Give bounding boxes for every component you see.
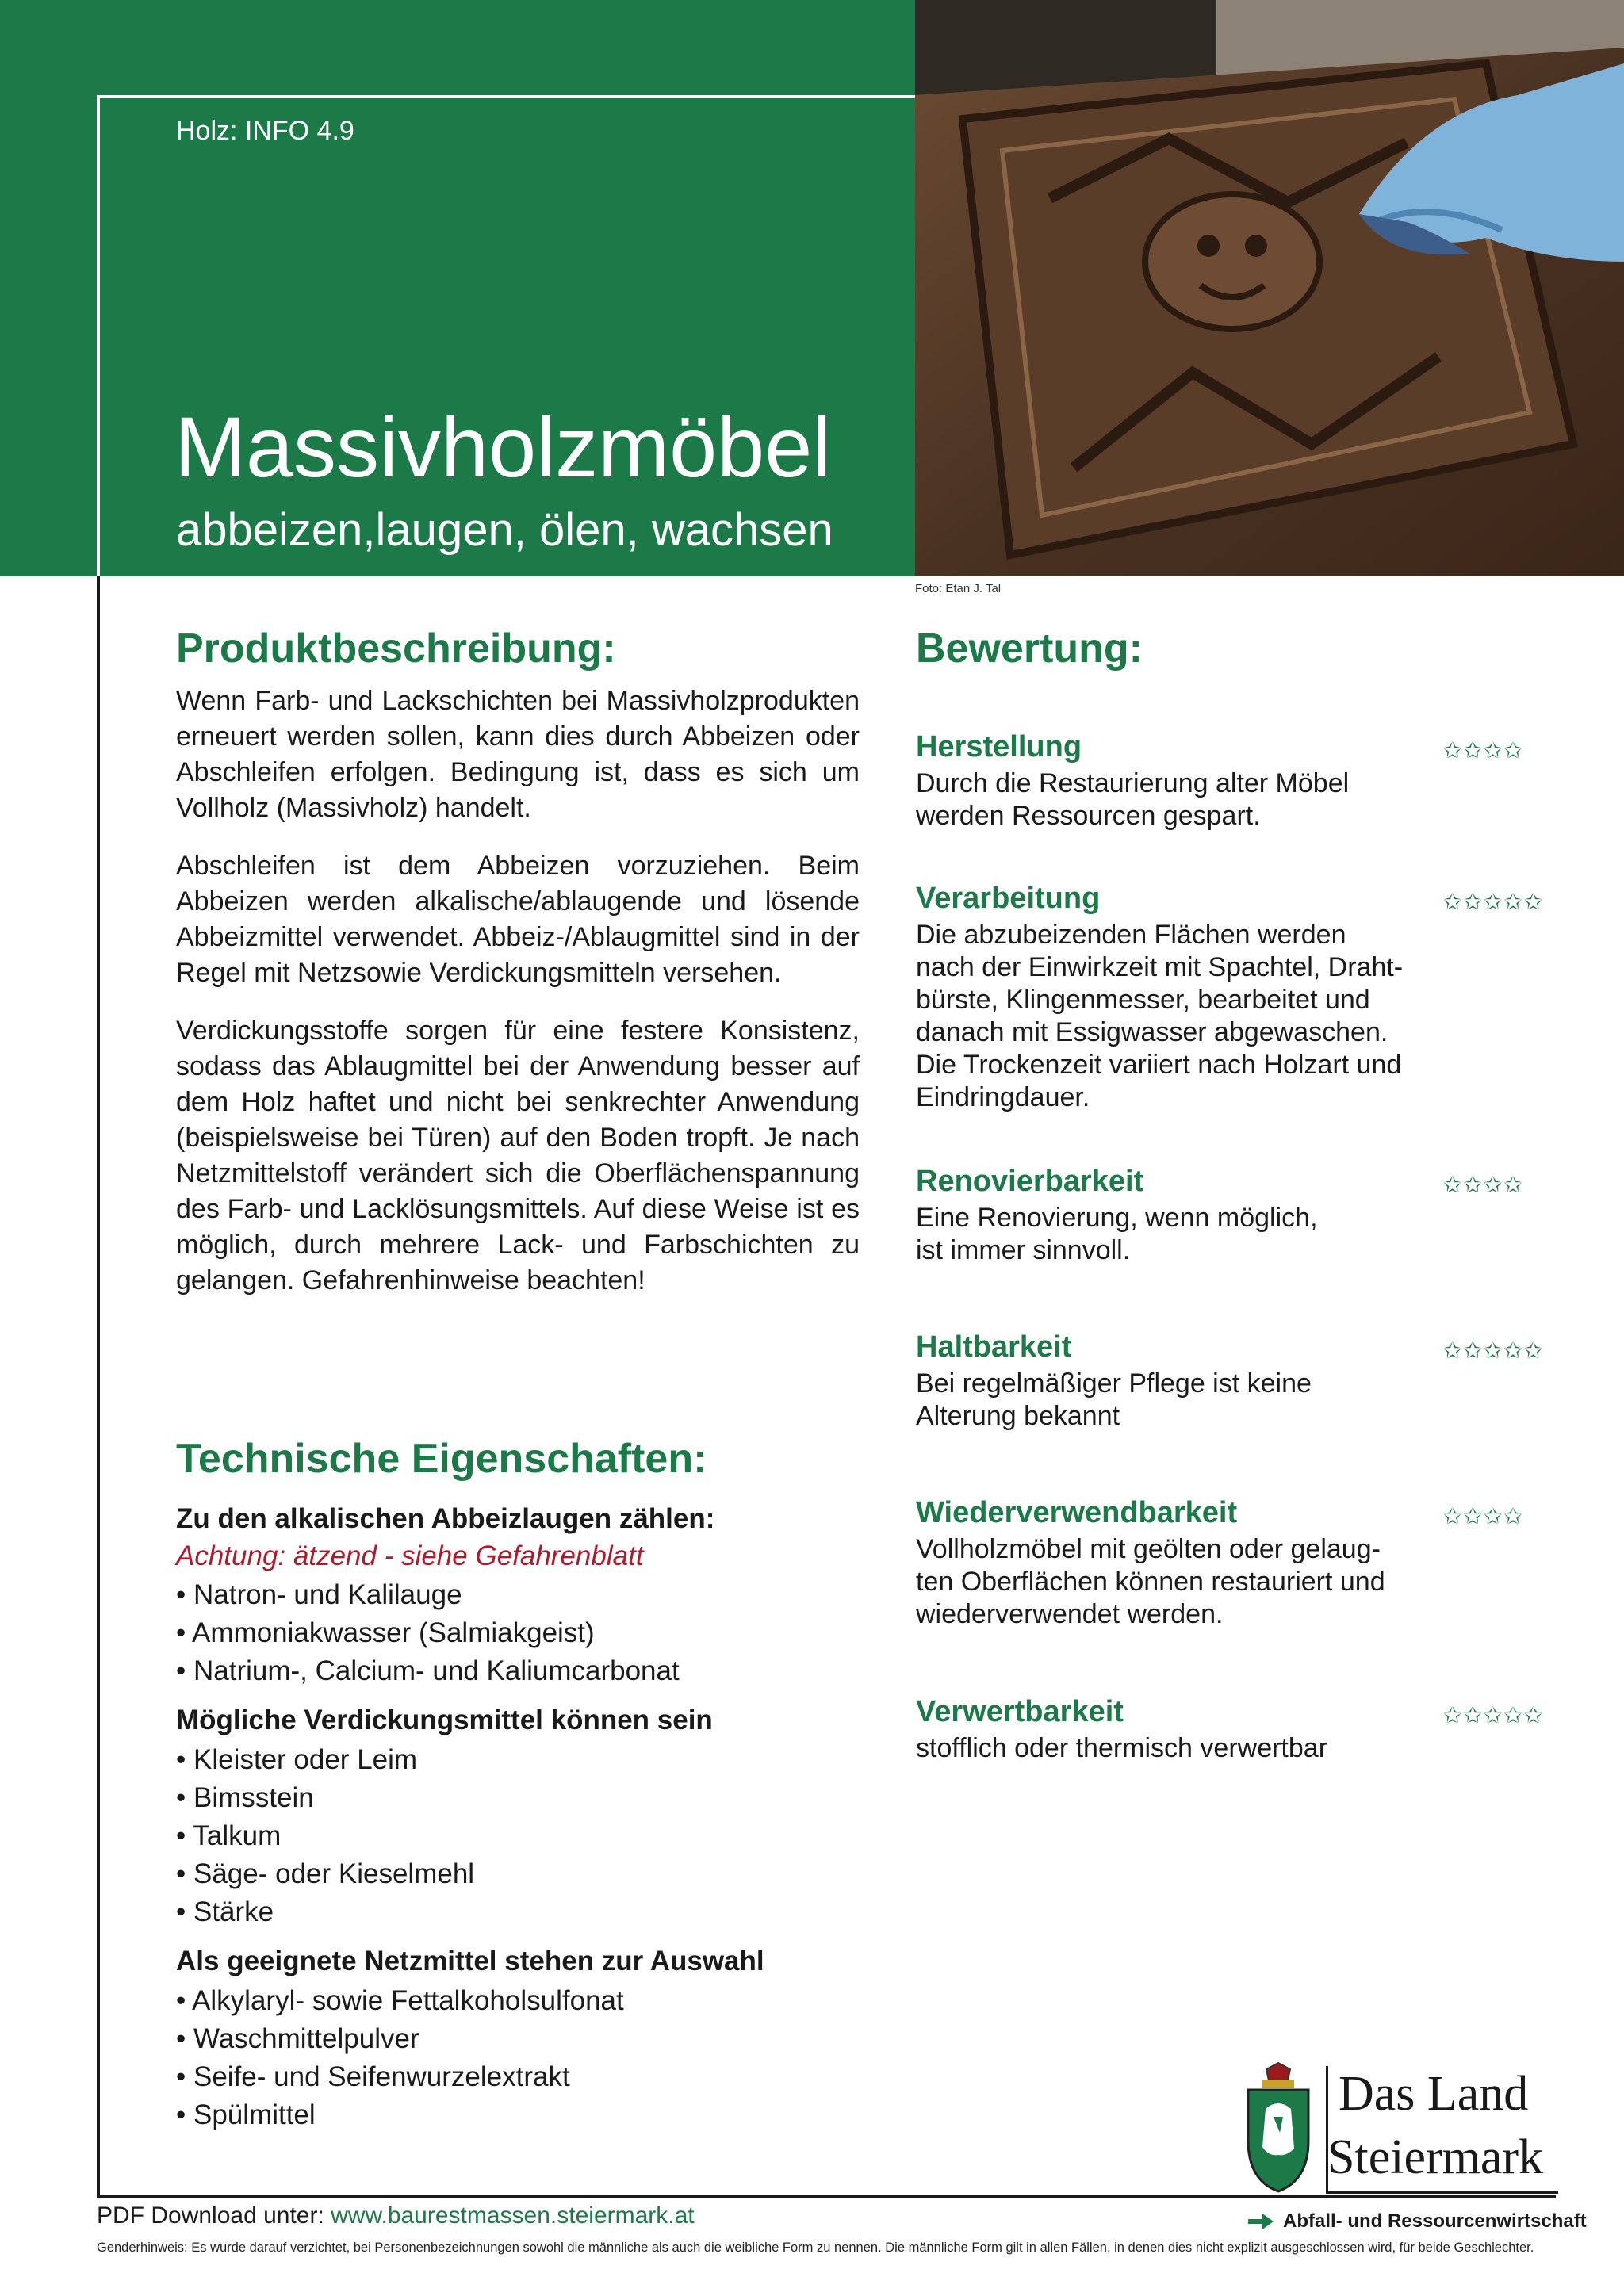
frame-line-left xyxy=(97,576,100,2198)
rating-text: Durch die Restaurierung alter Möbel werden Ressourcen gespart. xyxy=(916,768,1350,831)
list-item: • Seife- und Seifenwurzelextrakt xyxy=(176,2058,624,2096)
rating-text: Vollholzmöbel mit geölten oder gelaug- ten Oberflächen können restauriert und wiederverwendet werden. xyxy=(916,1534,1385,1629)
department-label xyxy=(1247,2210,1587,2233)
wetting-agent-list xyxy=(176,1982,624,2134)
download-prefix: PDF Download unter: xyxy=(97,2202,331,2229)
list-item: • Waschmittelpulver xyxy=(176,2020,624,2058)
wood-carving-photo xyxy=(915,0,1624,576)
rating-verwertbarkeit xyxy=(916,1694,1550,1765)
thickener-list xyxy=(176,1741,474,1931)
rating-title: Verarbeitung xyxy=(916,882,1101,915)
frame-line-left-upper xyxy=(97,95,100,576)
page-subtitle: abbeizen,laugen, ölen, wachsen xyxy=(176,504,833,556)
rating-title: Herstellung xyxy=(916,730,1082,763)
list-item: • Spülmittel xyxy=(176,2096,624,2134)
list-item: • Säge- oder Kieselmehl xyxy=(176,1855,474,1893)
rating-title: Verwertbarkeit xyxy=(916,1695,1124,1728)
rating-wiederverwendbarkeit xyxy=(916,1495,1550,1631)
frame-line-top xyxy=(97,95,915,98)
coat-of-arms-icon xyxy=(1239,2061,1318,2193)
info-label: Holz: INFO 4.9 xyxy=(176,116,354,146)
rating-haltbarkeit xyxy=(916,1330,1550,1433)
star-rating-icon: ✩✩✩✩ xyxy=(1443,1173,1524,1197)
star-rating-icon: ✩✩✩✩ xyxy=(1443,1504,1524,1529)
department-text: Abfall- und Ressourcenwirtschaft xyxy=(1283,2210,1587,2232)
steiermark-logo xyxy=(1239,2061,1559,2193)
rating-text: Eine Renovierung, wenn möglich, ist immer sinnvoll. xyxy=(916,1203,1318,1265)
technical-group-2-title: Mögliche Verdickungsmittel können sein xyxy=(176,1705,713,1735)
arrow-right-icon xyxy=(1247,2212,1275,2231)
download-link[interactable]: www.baurestmassen.steiermark.at xyxy=(331,2202,695,2229)
product-paragraph-3: Verdickungsstoffe sorgen für eine festere Konsistenz, sodass das Ablaugmittel bei der Anwendung besser auf dem Holz haftet und nicht bei senkrechter Anwendung (beispielsweise bei Türen) auf den Boden tropft. Je nach Netzmittelstoff verändert sich die Oberflächenspannung des Farb- und Lacklösungsmittels. Auf diese Weise ist es möglich, durch mehrere Lack- und Farbschichten zu gelangen. Gefahrenhinweise beachten! xyxy=(176,1016,860,1295)
list-item: • Stärke xyxy=(176,1893,474,1931)
logo-text-line-2: Steiermark xyxy=(1327,2130,1544,2184)
product-heading: Produktbeschreibung: xyxy=(176,626,616,672)
rating-heading: Bewertung: xyxy=(916,626,1143,672)
hazard-warning: Achtung: ätzend - siehe Gefahrenblatt xyxy=(176,1540,644,1571)
frame-line-bottom xyxy=(97,2195,1556,2198)
gender-note: Genderhinweis: Es wurde darauf verzichtet, bei Personenbezeichnungen sowohl die männliche als auch die weibliche Form zu nennen. Die männliche Form gilt in allen Fällen, in denen dies nicht explizit ausgeschlossen wird, für beide Geschlechter. xyxy=(97,2241,1534,2255)
rating-verarbeitung xyxy=(916,881,1550,1114)
list-item: • Natron- und Kalilauge xyxy=(176,1576,680,1614)
product-paragraph-2: Abschleifen ist dem Abbeizen vorzuziehen. Beim Abbeizen werden alkalische/ablaugende und lösende Abbeizmittel verwendet. Abbeiz-/Ablaugmittel sind in der Regel mit Netzsowie Verdickungsmitteln versehen. xyxy=(176,851,860,988)
list-item: • Ammoniakwasser (Salmiakgeist) xyxy=(176,1614,680,1652)
rating-text: Bei regelmäßiger Pflege ist keine Alterung bekannt xyxy=(916,1368,1312,1431)
logo-text-line-1: Das Land xyxy=(1339,2067,1529,2121)
rating-text: stofflich oder thermisch verwertbar xyxy=(916,1733,1328,1763)
rating-title: Renovierbarkeit xyxy=(916,1165,1144,1198)
list-item: • Natrium-, Calcium- und Kaliumcarbonat xyxy=(176,1652,680,1690)
list-item: • Kleister oder Leim xyxy=(176,1741,474,1779)
product-paragraph-1: Wenn Farb- und Lackschichten bei Massivholzprodukten erneuert werden sollen, kann dies durch Abbeizen oder Abschleifen erfolgen. Bedingung ist, dass es sich um Vollholz (Massivholz) handelt. xyxy=(176,686,860,823)
header-photo xyxy=(915,0,1624,576)
technical-group-1-title: Zu den alkalischen Abbeizlaugen zählen: xyxy=(176,1503,715,1534)
page-title: Massivholzmöbel xyxy=(174,399,832,495)
star-rating-icon: ✩✩✩✩✩ xyxy=(1443,1338,1545,1363)
alkaline-list xyxy=(176,1576,680,1690)
star-rating-icon: ✩✩✩✩ xyxy=(1443,738,1524,763)
list-item: • Talkum xyxy=(176,1817,474,1855)
rating-renovierbarkeit xyxy=(916,1164,1550,1267)
technical-heading: Technische Eigenschaften: xyxy=(176,1436,707,1482)
star-rating-icon: ✩✩✩✩✩ xyxy=(1443,890,1545,914)
star-rating-icon: ✩✩✩✩✩ xyxy=(1443,1703,1545,1728)
photo-credit: Foto: Etan J. Tal xyxy=(915,582,1002,595)
download-note xyxy=(97,2202,695,2229)
list-item: • Bimsstein xyxy=(176,1779,474,1817)
rating-herstellung xyxy=(916,729,1550,832)
rating-text: Die abzubeizenden Flächen werden nach der Einwirkzeit mit Spachtel, Draht- bürste, Klingenmesser, bearbeitet und danach mit Essigwasser abgewaschen. Die Trockenzeit variiert nach Holzart und Eindringdauer. xyxy=(916,920,1404,1112)
rating-title: Wiederverwendbarkeit xyxy=(916,1496,1238,1529)
list-item: • Alkylaryl- sowie Fettalkoholsulfonat xyxy=(176,1982,624,2020)
technical-group-3-title: Als geeignete Netzmittel stehen zur Auswahl xyxy=(176,1946,764,1976)
rating-title: Haltbarkeit xyxy=(916,1330,1072,1364)
